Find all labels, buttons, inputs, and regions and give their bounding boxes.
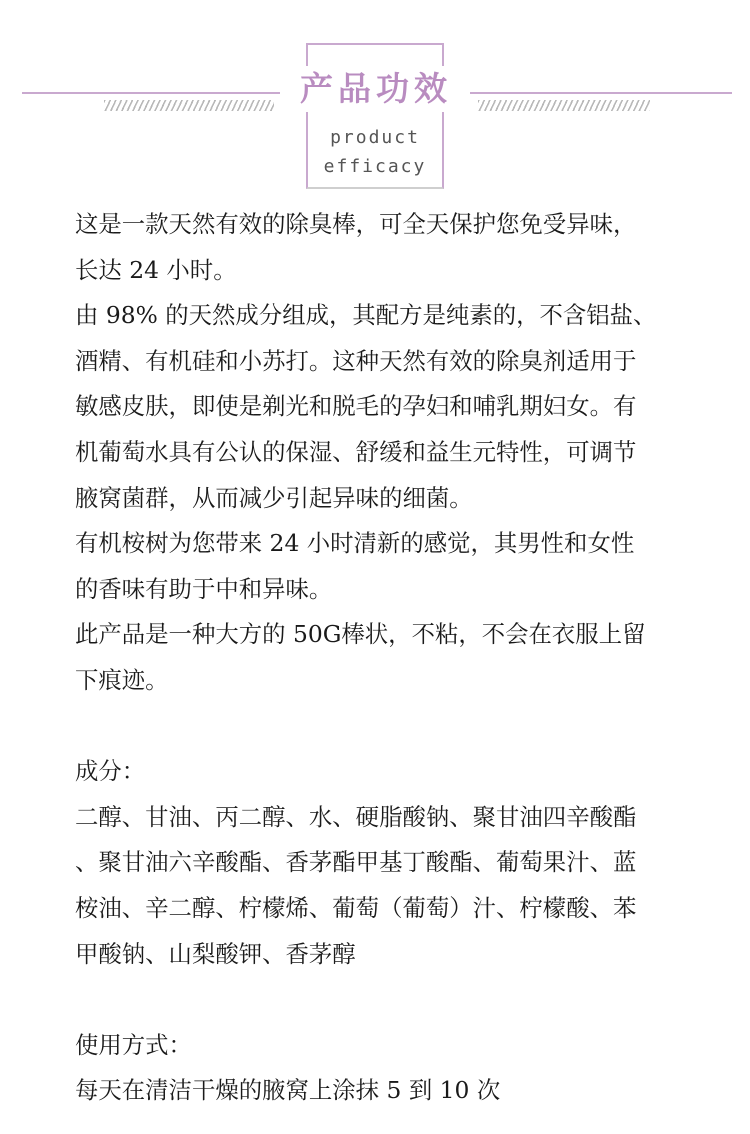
- section-title: 产品功效: [285, 66, 467, 112]
- text-line: 这是一款天然有效的除臭棒，可全天保护您免受异味，: [75, 210, 637, 238]
- text-line: 下痕迹。: [75, 665, 169, 694]
- section-subtitle-line2: efficacy: [323, 156, 427, 177]
- text-line: 二醇、甘油、丙二醇、水、硬脂酸钠、聚甘油四辛酸酯: [75, 802, 637, 831]
- header-line-right: [470, 92, 732, 94]
- header-hatch-left: [104, 100, 274, 111]
- section-subtitle-line1: product: [330, 127, 420, 148]
- text-line: 机葡萄水具有公认的保湿、舒缓和益生元特性，可调节: [75, 437, 637, 466]
- section-header: [0, 0, 750, 200]
- text-line: 敏感皮肤，即使是剃光和脱毛的孕妇和哺乳期妇女。有: [75, 392, 637, 421]
- product-description: [75, 202, 700, 1114]
- text-line: 腋窝菌群，从而减少引起异味的细菌。: [75, 483, 473, 512]
- blank-line: [75, 704, 700, 750]
- text-line: 、聚甘油六辛酸酯、香茅酯甲基丁酸酯、葡萄果汁、蓝: [75, 848, 637, 877]
- text-line: 此产品是一种大方的 50G棒状，不粘，不会在衣服上留: [75, 620, 646, 649]
- text-line: 由 98% 的天然成分组成，其配方是纯素的，不含铝盐、: [75, 301, 657, 330]
- ingredients-heading: 成分：: [75, 757, 146, 786]
- blank-line: [75, 977, 700, 1023]
- text-line: 的香味有助于中和异味。: [75, 574, 333, 603]
- usage-heading: 使用方式：: [75, 1030, 192, 1059]
- header-line-left: [22, 92, 280, 94]
- text-line: 每天在清洁干燥的腋窝上涂抹 5 到 10 次: [75, 1076, 501, 1105]
- text-line: 桉油、辛二醇、柠檬烯、葡萄（葡萄）汁、柠檬酸、苯: [75, 893, 637, 922]
- header-hatch-right: [478, 100, 650, 111]
- text-line: 有机桉树为您带来 24 小时清新的感觉，其男性和女性: [75, 529, 635, 558]
- text-line: 长达 24 小时。: [75, 255, 237, 284]
- text-line: 酒精、有机硅和小苏打。这种天然有效的除臭剂适用于: [75, 346, 637, 375]
- text-line: 甲酸钠、山梨酸钾、香茅醇: [75, 939, 356, 968]
